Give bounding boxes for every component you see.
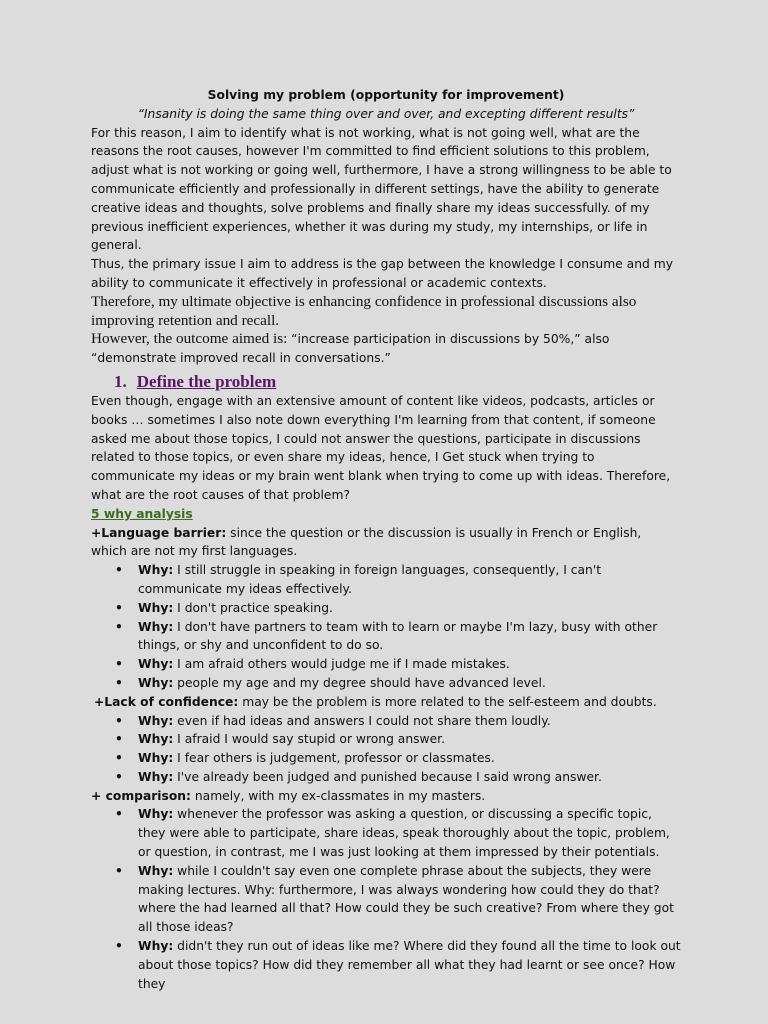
outcome-prefix: However, the outcome aimed is: <box>91 330 292 348</box>
why-text: I fear others is judgement, professor or classmates. <box>173 751 495 766</box>
why-label: Why: <box>138 563 174 578</box>
define-problem-paragraph: Even though, engage with an extensive amount of content like videos, podcasts, articles or books … sometimes I also note down everything I'm learning from that content, if someone asked me about those topics, I could not answer the questions, participate in discussions related to those topics, or even share my ideas, hence, I Get stuck when trying to communicate my ideas or my brain went blank when trying to come up with ideas. Therefore, what are the root causes of that problem? <box>91 393 671 502</box>
section-heading-define-problem <box>114 371 681 392</box>
why-label: Why: <box>138 939 174 954</box>
why-list-language-barrier <box>91 561 681 693</box>
document-body <box>91 86 681 993</box>
why-text: didn't they run out of ideas like me? Where did they found all the time to look out about those topics? How did they remember all what they had learnt or see once? How they <box>138 939 681 991</box>
list-item <box>138 655 681 674</box>
why-text: I don't have partners to team with to learn or maybe I'm lazy, busy with other things, or shy and unconfident to do so. <box>138 619 658 653</box>
intro-paragraph: For this reason, I aim to identify what is not working, what is not going well, what are the reasons the root causes, however I'm committed to find efficient solutions to this problem, adjust what is not working or going well, furthermore, I have a strong willingness to be able to communicate efficiently and professionally in different settings, have the ability to generate creative ideas and thoughts, solve problems and finally share my ideas successfully. of my previous inefficient experiences, whether it was during my study, my internships, or life in general. <box>91 125 672 253</box>
cause-label: + comparison: <box>91 788 191 803</box>
why-label: Why: <box>138 657 174 672</box>
why-list-comparison <box>91 805 681 993</box>
why-text: I am afraid others would judge me if I made mistakes. <box>173 657 510 672</box>
list-item <box>138 599 681 618</box>
list-item <box>138 805 681 861</box>
why-label: Why: <box>138 751 174 766</box>
cause-lack-of-confidence <box>91 693 681 712</box>
list-item <box>138 674 681 693</box>
why-label: Why: <box>138 675 174 690</box>
list-item <box>138 712 681 731</box>
epigraph-quote: “Insanity is doing the same thing over and over, and excepting different results” <box>137 106 635 121</box>
why-text: people my age and my degree should have advanced level. <box>173 675 546 690</box>
outcome-text: “increase participation in discussions by 50%,” also “demonstrate improved recall in conversations.” <box>91 332 610 366</box>
document-title: Solving my problem (opportunity for improvement) <box>207 88 565 102</box>
why-analysis-subheading: 5 why analysis <box>91 506 193 521</box>
why-list-lack-of-confidence <box>91 712 681 787</box>
why-label: Why: <box>138 863 174 878</box>
cause-comparison <box>91 787 681 806</box>
list-item <box>138 937 681 993</box>
why-label: Why: <box>138 619 174 634</box>
why-label: Why: <box>138 732 174 747</box>
list-item <box>138 862 681 937</box>
why-text: while I couldn't say even one complete phrase about the subjects, they were making lectures. Why: furthermore, I was always wondering how could they do that? where the had learned all that? How could they be such creative? From where they got all those ideas? <box>138 863 674 935</box>
section-number: 1. <box>114 371 127 391</box>
outcome-paragraph <box>91 330 681 368</box>
why-label: Why: <box>138 713 174 728</box>
why-text: even if had ideas and answers I could not share them loudly. <box>173 713 551 728</box>
list-item <box>138 768 681 787</box>
cause-text: namely, with my ex-classmates in my masters. <box>190 788 486 803</box>
why-text: I still struggle in speaking in foreign languages, consequently, I can't communicate my ideas effectively. <box>138 563 602 596</box>
objective-paragraph: Therefore, my ultimate objective is enhancing confidence in professional discussions also improving retention and recall. <box>91 292 637 329</box>
list-item <box>138 730 681 749</box>
why-text: I've already been judged and punished because I said wrong answer. <box>173 769 602 784</box>
cause-label: +Language barrier: <box>91 525 227 540</box>
cause-language-barrier <box>91 524 681 562</box>
list-item <box>138 561 681 599</box>
cause-text: may be the problem is more related to the self-esteem and doubts. <box>238 694 657 709</box>
section-title: Define the problem <box>136 371 277 391</box>
primary-issue-paragraph: Thus, the primary issue I aim to address is the gap between the knowledge I consume and my ability to communicate it effectively in professional or academic contexts. <box>91 257 673 290</box>
list-item <box>138 749 681 768</box>
why-text: I don't practice speaking. <box>173 600 333 615</box>
cause-text: since the question or the discussion is usually in French or English, which are not my first languages. <box>91 525 642 559</box>
why-text: whenever the professor was asking a question, or discussing a specific topic, they were able to participate, share ideas, speak thoroughly about the topic, problem, or question, in contrast, me I was just looking at them impressed by their potentials. <box>138 807 670 860</box>
why-label: Why: <box>138 600 174 615</box>
why-label: Why: <box>138 807 174 822</box>
why-label: Why: <box>138 769 174 784</box>
list-item <box>138 618 681 656</box>
why-text: I afraid I would say stupid or wrong answer. <box>173 732 445 747</box>
cause-label: +Lack of confidence: <box>94 694 239 709</box>
